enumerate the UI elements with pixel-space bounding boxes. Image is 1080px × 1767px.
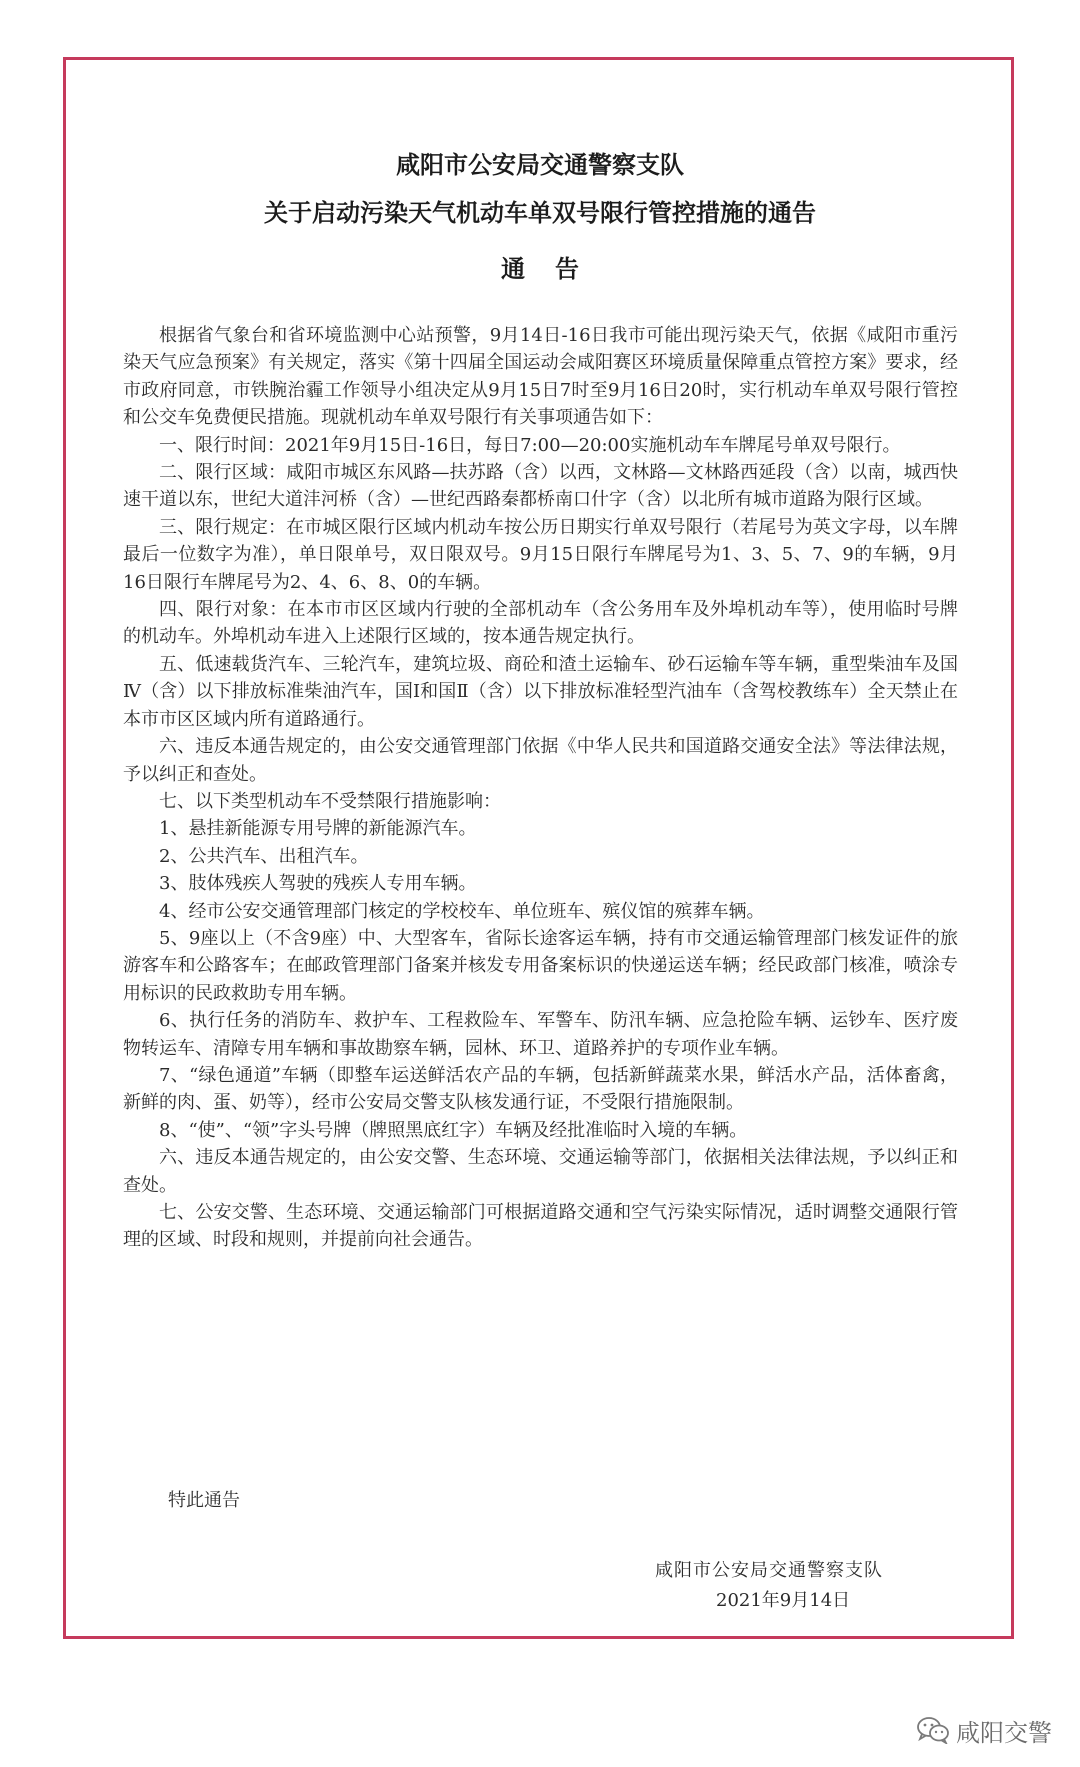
paragraph: 七、公安交警、生态环境、交通运输部门可根据道路交通和空气污染实际情况，适时调整交通限行管理的区域、时段和规则，并提前向社会通告。 — [123, 1202, 958, 1251]
paragraph: 1、悬挂新能源专用号牌的新能源汽车。 — [159, 818, 477, 840]
document-body — [123, 322, 958, 1254]
document-header — [0, 145, 1080, 289]
paragraph: 六、违反本通告规定的，由公安交通管理部门依据《中华人民共和国道路交通安全法》等法律法规，予以纠正和查处。 — [123, 736, 958, 785]
signature-date: 2021年9月14日 — [716, 1590, 851, 1611]
document-title-issuer: 咸阳市公安局交通警察支队 — [396, 150, 684, 179]
paragraph: 一、限行时间：2021年9月15日-16日，每日7:00—20:00实施机动车车牌尾号单双号限行。 — [159, 434, 901, 456]
document-title-subject: 关于启动污染天气机动车单双号限行管控措施的通告 — [264, 198, 816, 227]
paragraph: 六、违反本通告规定的，由公安交警、生态环境、交通运输等部门，依据相关法律法规，予以纠正和查处。 — [123, 1147, 958, 1196]
document-title-notice: 通告 — [501, 254, 609, 283]
paragraph: 7、“绿色通道”车辆（即整车运送鲜活农产品的车辆，包括新鲜蔬菜水果，鲜活水产品，活体畜禽，新鲜的肉、蛋、奶等），经市公安局交警支队核发通行证，不受限行措施限制。 — [123, 1064, 958, 1114]
paragraph: 根据省气象台和省环境监测中心站预警，9月14日-16日我市可能出现污染天气，依据《咸阳市重污染天气应急预案》有关规定，落实《第十四届全国运动会咸阳赛区环境质量保障重点管控方案》要求，经市政府同意，市铁腕治霾工作领导小组决定从9月15日7时至9月16日20时，实行机动车单双号限行管控和公交车免费便民措施。现就机动车单双号限行有关事项通告如下： — [123, 325, 958, 429]
wechat-icon — [916, 1716, 950, 1744]
closing-remark: 特此通告 — [168, 1490, 240, 1511]
paragraph: 二、限行区域：咸阳市城区东风路—扶苏路（含）以西，文林路—文林路西延段（含）以南，城西快速干道以东，世纪大道沣河桥（含）—世纪西路秦都桥南口什字（含）以北所有城市道路为限行区域。 — [123, 462, 958, 511]
paragraph: 五、低速载货汽车、三轮汽车，建筑垃圾、商砼和渣土运输车、砂石运输车等车辆，重型柴油车及国Ⅳ（含）以下排放标准柴油汽车，国Ⅰ和国Ⅱ（含）以下排放标准轻型汽油车（含驾校教练车）全天禁止在本市市区区域内所有道路通行。 — [123, 653, 958, 730]
paragraph: 四、限行对象：在本市市区区域内行驶的全部机动车（含公务用车及外埠机动车等），使用临时号牌的机动车。外埠机动车进入上述限行区域的，按本通告规定执行。 — [123, 599, 958, 648]
watermark — [916, 1712, 1052, 1748]
paragraph: 6、执行任务的消防车、救护车、工程救险车、军警车、防汛车辆、应急抢险车辆、运钞车、医疗废物转运车、清障专用车辆和事故勘察车辆，园林、环卫、道路养护的专项作业车辆。 — [123, 1010, 958, 1059]
signature-organization: 咸阳市公安局交通警察支队 — [655, 1560, 883, 1581]
paragraph: 2、公共汽车、出租汽车。 — [159, 845, 369, 867]
paragraph: 七、以下类型机动车不受禁限行措施影响： — [159, 790, 501, 812]
watermark-text: 咸阳交警 — [956, 1718, 1052, 1747]
paragraph: 8、“使”、“领”字头号牌（牌照黑底红字）车辆及经批准临时入境的车辆。 — [159, 1119, 748, 1141]
paragraph: 三、限行规定：在市城区限行区域内机动车按公历日期实行单双号限行（若尾号为英文字母，以车牌最后一位数字为准），单日限单号，双日限双号。9月15日限行车牌尾号为1、3、5、7、9的车辆，9月16日限行车牌尾号为2、4、6、8、0的车辆。 — [123, 516, 958, 593]
paragraph: 5、9座以上（不含9座）中、大型客车，省际长途客运车辆，持有市交通运输管理部门核发证件的旅游客车和公路客车；在邮政管理部门备案并核发专用备案标识的快递运送车辆；经民政部门核准，喷涂专用标识的民政救助专用车辆。 — [123, 927, 958, 1004]
paragraph: 4、经市公安交通管理部门核定的学校校车、单位班车、殡仪馆的殡葬车辆。 — [159, 900, 765, 922]
paragraph: 3、肢体残疾人驾驶的残疾人专用车辆。 — [159, 873, 477, 895]
